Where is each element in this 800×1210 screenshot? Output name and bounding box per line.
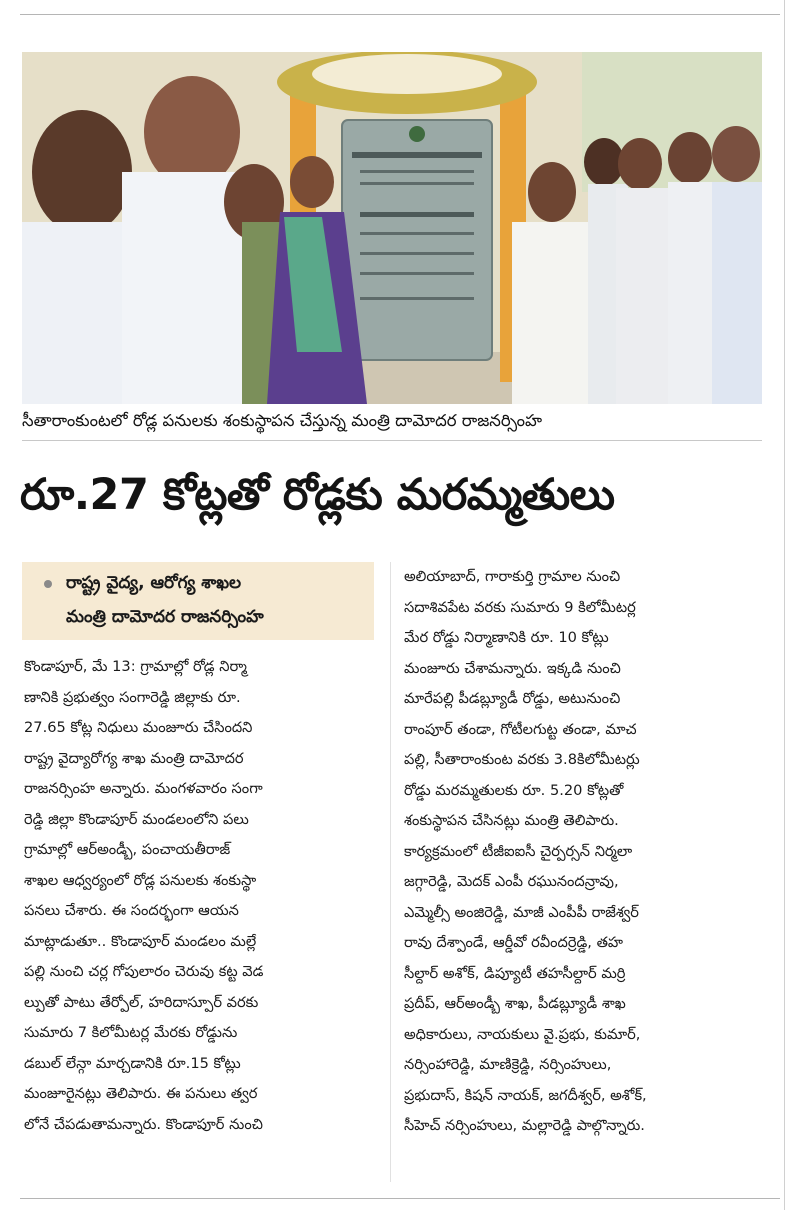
body-line: పనలు చేశారు. ఈ సందర్భంగా ఆయన (24, 902, 239, 919)
body-line: సీహెచ్ నర్సింహులు, మల్లారెడ్డి పాల్గొన్నారు. (404, 1117, 645, 1134)
body-line: ప్రభుదాస్, కిషన్ నాయక్, జగదీశ్వర్, అశోక్, (404, 1086, 647, 1104)
bottom-rule (20, 1198, 780, 1199)
body-line: రెడ్డి జిల్లా కొండాపూర్ మండలంలోని పలు (24, 810, 249, 828)
deck-line-2: మంత్రి దామోదర రాజనర్సింహ (66, 607, 264, 627)
body-line: మేర రోడ్డు నిర్మాణానికి రూ. 10 కోట్లు (404, 629, 609, 646)
news-photo (22, 52, 762, 404)
sub-deck (22, 562, 374, 640)
body-line: జగ్గారెడ్డి, మెదక్ ఎంపీ రఘునందన్రావు, (404, 873, 619, 890)
headline: రూ.27 కోట్లతో రోడ్లకు మరమ్మతులు (20, 470, 615, 520)
top-rule (20, 14, 780, 15)
body-line: రావు దేశ్పాండే, ఆర్డీవో రవీందర్రెడ్డి, తహ (404, 934, 624, 951)
body-line: సుమారు 7 కిలోమీటర్ల మేరకు రోడ్డును (24, 1024, 238, 1041)
body-line: రాంపూర్ తండా, గోటీలగుట్ట తండా, మాచ (404, 720, 637, 738)
body-line: డబుల్ లేన్గా మార్చడానికి రూ.15 కోట్లు (24, 1054, 241, 1072)
body-line: నర్సింహారెడ్డి, మాణిక్రెడ్డి, నర్సింహులు, (404, 1056, 612, 1073)
body-line: లోనే చేపడుతామన్నారు. కొండాపూర్ నుంచి (24, 1115, 263, 1133)
body-line: పల్లి, సీతారాంకుంట వరకు 3.8కిలోమీటర్లు (404, 751, 640, 768)
body-line: రాజనర్సింహ అన్నారు. మంగళవారం సంగా (24, 780, 263, 797)
body-line: శాఖల ఆధ్వర్యంలో రోడ్ల పనులకు శంకుస్థా (24, 871, 257, 889)
body-line: పల్లి నుంచి చర్ల గోపులారం చెరువు కట్ట వెడ (24, 963, 264, 980)
body-line: కొండాపూర్, మే 13: గ్రామాల్లో రోడ్ల నిర్మా (24, 658, 247, 675)
bullet-icon (44, 580, 52, 588)
body-column-right (404, 562, 766, 1142)
body-line: మంజూరైనట్లు తెలిపారు. ఈ పనులు త్వర (24, 1085, 258, 1102)
body-line: ణానికి ప్రభుత్వం సంగారెడ్డి జిల్లాకు రూ. (24, 688, 241, 706)
body-line: మంజూరు చేశామన్నారు. ఇక్కడి నుంచి (404, 659, 621, 677)
body-line: 27.65 కోట్ల నిధులు మంజూరు చేసిందని (24, 719, 253, 736)
body-line: రాష్ట్ర వైద్యారోగ్య శాఖ మంత్రి దామోదర (24, 749, 244, 767)
body-line: మాట్లాడుతూ.. కొండాపూర్ మండలం మల్లే (24, 932, 257, 950)
body-line: కార్యక్రమంలో టీజీఐఐసీ చైర్పర్సన్ నిర్మలా (404, 842, 633, 860)
body-line: శంకుస్థాపన చేసినట్లు మంత్రి తెలిపారు. (404, 812, 619, 829)
deck-line-1: రాష్ట్ర వైద్య, ఆరోగ్య శాఖల (66, 573, 242, 593)
photo-image (22, 52, 762, 404)
right-edge-rule (784, 0, 785, 1210)
body-line: సీల్దార్ అశోక్, డిప్యూటీ తహసీల్దార్ మర్రి (404, 964, 626, 982)
body-line: అలియాబాద్, గారాకుర్తి గ్రామాల నుంచి (404, 568, 621, 585)
body-line: అధికారులు, నాయకులు వై.ప్రభు, కుమార్, (404, 1025, 641, 1043)
body-line: సదాశివపేట వరకు సుమారు 9 కిలోమీటర్ల (404, 598, 636, 616)
body-line: ల్పుతో పాటు తేర్పోల్, హరిదాస్పూర్ వరకు (24, 993, 259, 1011)
caption-separator (22, 440, 762, 441)
column-divider (390, 562, 391, 1182)
photo-caption: సీతారాంకుంటలో రోడ్ల పనులకు శంకుస్థాపన చేస్తున్న మంత్రి దామోదర రాజనర్సింహ (22, 411, 543, 430)
body-line: మారేపల్లి పీడబ్ల్యూడీ రోడ్డు, అటునుంచి (404, 690, 621, 707)
body-line: ఎమ్మెల్సీ అంజిరెడ్డి, మాజీ ఎంపీపీ రాజేశ్వర్ (404, 903, 639, 921)
body-line: గ్రామాల్లో ఆర్అండ్బీ, పంచాయతీరాజ్ (24, 841, 231, 858)
body-line: రోడ్డు మరమ్మతులకు రూ. 5.20 కోట్లతో (404, 781, 624, 799)
body-line: ప్రదీప్, ఆర్అండ్బీ శాఖ, పీడబ్ల్యూడీ శాఖ (404, 995, 626, 1012)
body-column-left (24, 652, 376, 1140)
